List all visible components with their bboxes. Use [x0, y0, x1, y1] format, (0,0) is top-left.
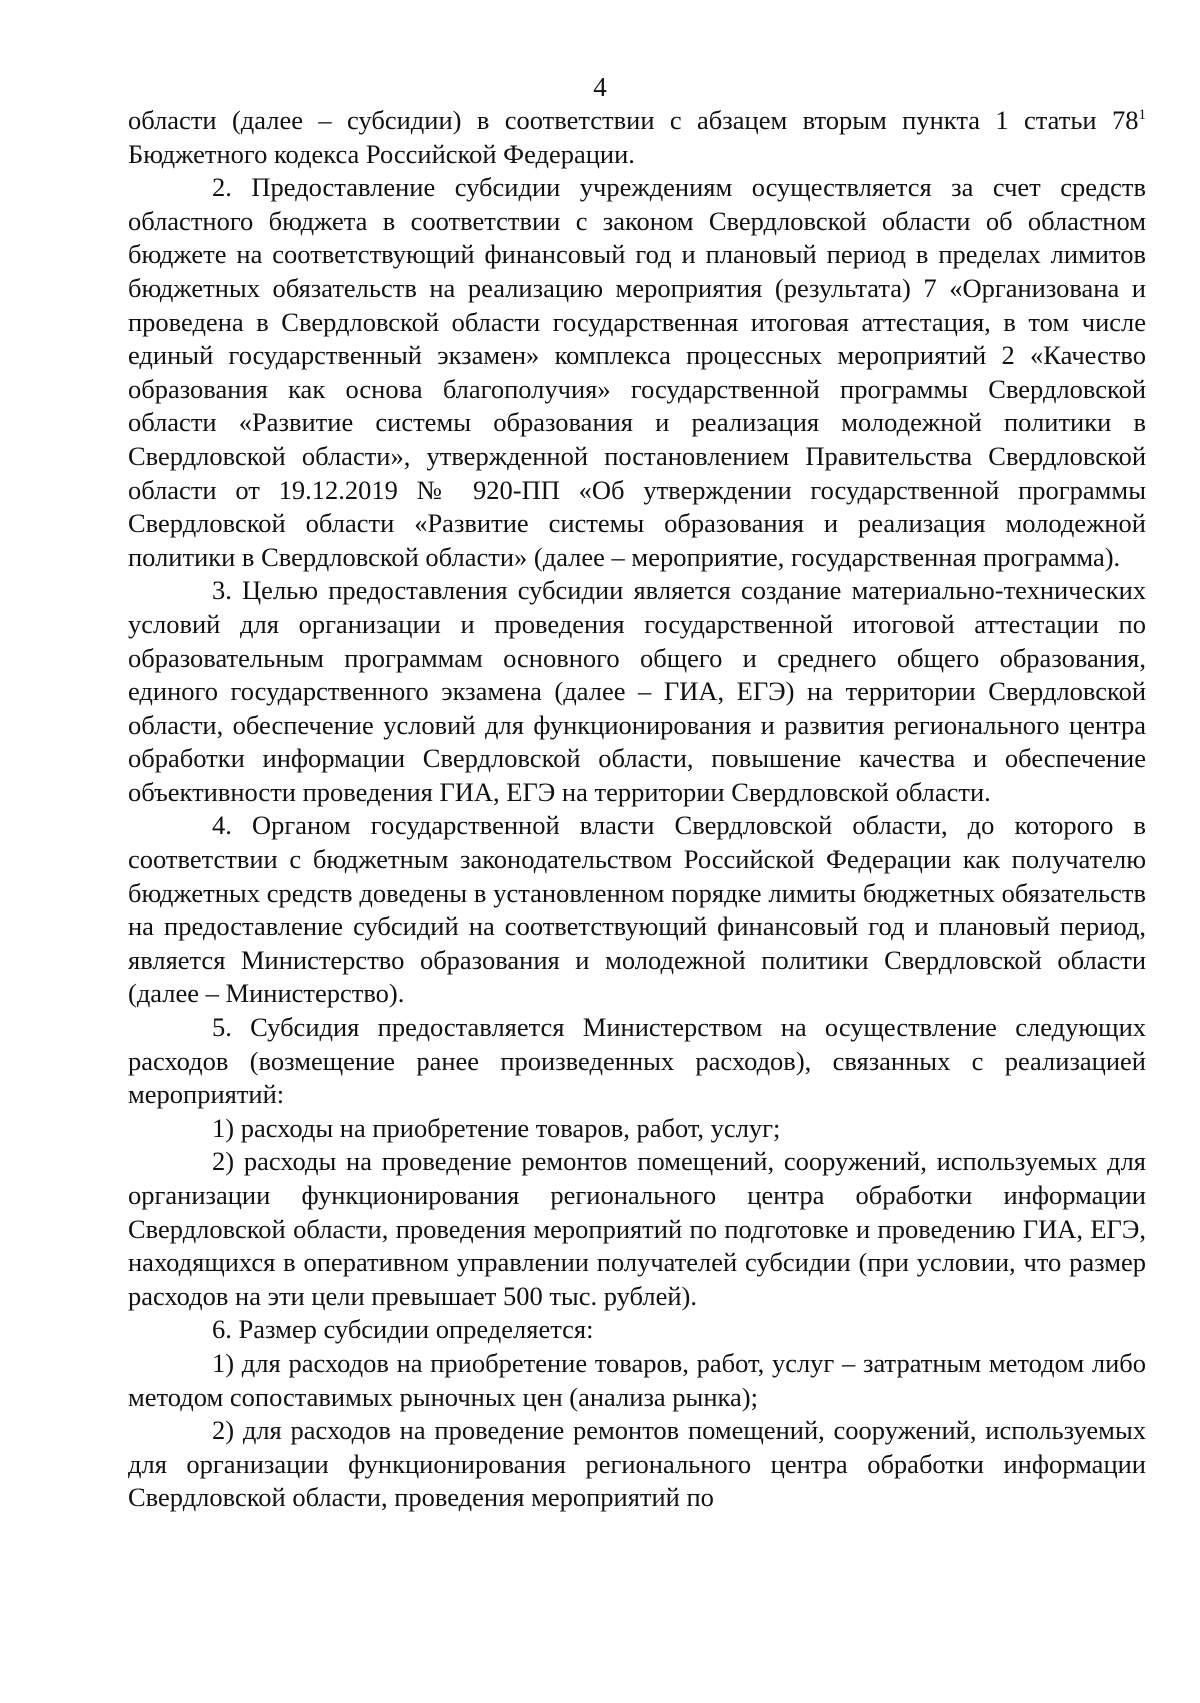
paragraph-1	[128, 104, 1146, 171]
paragraph-1-text: области (далее – субсидии) в соответствии с абзацем вторым пункта 1 статьи 78	[128, 105, 1139, 135]
list-item-6-2: 2) для расходов на проведение ремонтов помещений, сооружений, используемых для организации функционирования регионального центра обработки информации Свердловской области, проведения мероприятий по	[128, 1415, 1146, 1513]
paragraph-4: 4. Органом государственной власти Свердловской области, до которого в соответствии с бюджетным законодательством Российской Федерации как получателю бюджетных средств доведены в установленном порядке лимиты бюджетных обязательств на предоставление субсидий на соответствующий финансовый год и плановый период, является Министерство образования и молодежной политики Свердловской области (далее – Министерство).	[128, 810, 1146, 1009]
article-superscript: 1	[1138, 107, 1146, 124]
paragraph-6: 6. Размер субсидии определяется:	[212, 1314, 594, 1345]
paragraph-5: 5. Субсидия предоставляется Министерством на осуществление следующих расходов (возмещение ранее произведенных расходов), связанных с реализацией мероприятий:	[128, 1012, 1146, 1110]
list-item-5-2: 2) расходы на проведение ремонтов помещений, сооружений, используемых для организации функционирования регионального центра обработки информации Свердловской области, проведения мероприятий по подготовке и проведению ГИА, ЕГЭ, находящихся в оперативном управлении получателей субсидии (при условии, что размер расходов на эти цели превышает 500 тыс. рублей).	[128, 1146, 1146, 1311]
document-body	[128, 104, 1146, 1515]
page-number: 4	[593, 72, 607, 102]
paragraph-3: 3. Целью предоставления субсидии является создание материально-технических условий для организации и проведения государственной итоговой аттестации по образовательным программам основного общего и среднего общего образования, единого государственного экзамена (далее – ГИА, ЕГЭ) на территории Свердловской области, обеспечение условий для функционирования и развития регионального центра обработки информации Свердловской области, повышение качества и обеспечение объективности проведения ГИА, ЕГЭ на территории Свердловской области.	[128, 575, 1146, 807]
list-item-5-1: 1) расходы на приобретение товаров, работ, услуг;	[212, 1112, 781, 1143]
paragraph-2: 2. Предоставление субсидии учреждениям осуществляется за счет средств областного бюджета в соответствии с законом Свердловской области об областном бюджете на соответствующий финансовый год и плановый период в пределах лимитов бюджетных обязательств на реализацию мероприятия (результата) 7 «Организована и проведена в Свердловской области государственная итоговая аттестация, в том числе единый государственный экзамен» комплекса процессных мероприятий 2 «Качество образования как основа благополучия» государственной программы Свердловской области «Развитие системы образования и реализация молодежной политики в Свердловской области», утвержденной постановлением Правительства Свердловской области от 19.12.2019 № 920-ПП «Об утверждении государственной программы Свердловской области «Развитие системы образования и реализация молодежной политики в Свердловской области» (далее – мероприятие, государственная программа).	[128, 172, 1146, 572]
list-item-6-1: 1) для расходов на приобретение товаров, работ, услуг – затратным методом либо методом сопоставимых рыночных цен (анализа рынка);	[128, 1347, 1146, 1412]
paragraph-1-tail: Бюджетного кодекса Российской Федерации.	[128, 138, 635, 169]
